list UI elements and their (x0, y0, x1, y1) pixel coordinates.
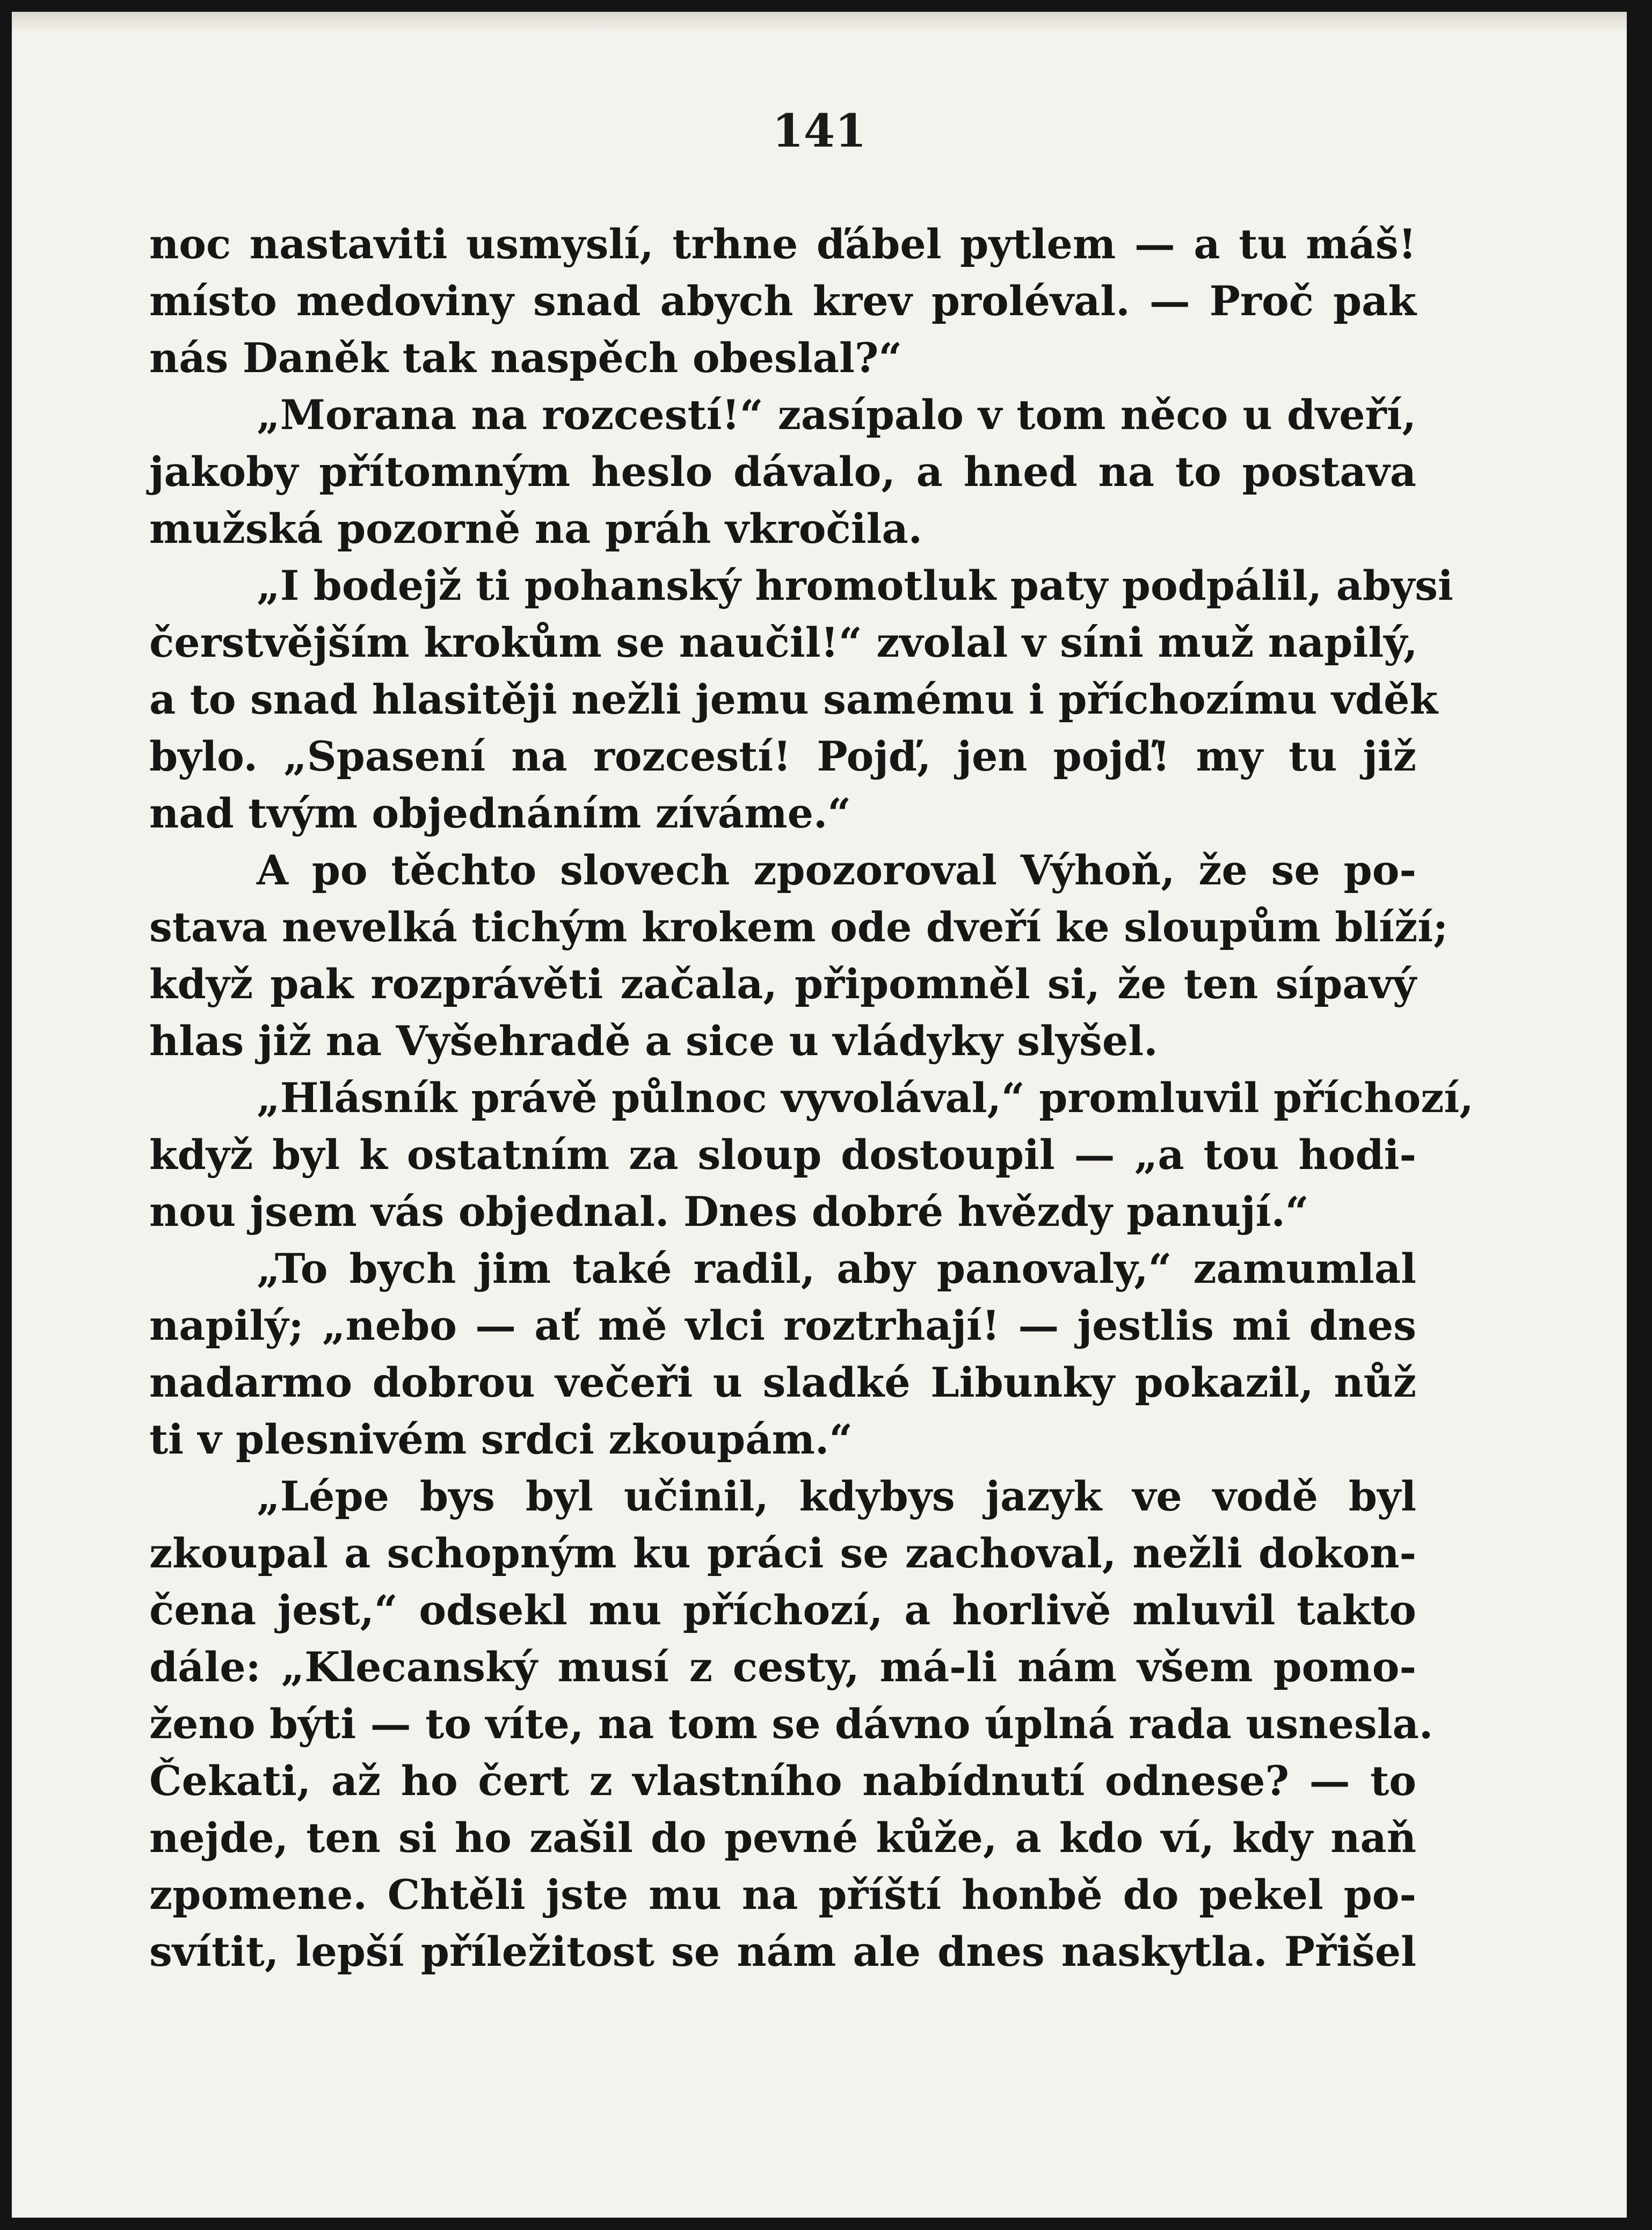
text-line: „Lépe bys byl učinil, kdybys jazyk ve vodě byl (257, 1472, 1416, 1520)
text-line: dále: „Klecanský musí z cesty, má-li nám všem pomo- (149, 1643, 1416, 1691)
text-line: a to snad hlasitěji nežli jemu samému i příchozímu vděk (149, 675, 1438, 723)
text-line: „I bodejž ti pohanský hromotluk paty podpálil, abysi (257, 562, 1453, 609)
text-line: Čekati, až ho čert z vlastního nabídnutí odnese? — to (149, 1757, 1416, 1805)
page-number: 141 (772, 104, 867, 157)
text-line: mužská pozorně na práh vkročila. (149, 505, 923, 553)
text-line: ženo býti — to víte, na tom se dávno úplná rada usnesla. (149, 1700, 1433, 1748)
body-text (149, 216, 1474, 1980)
text-line: nou jsem vás objednal. Dnes dobré hvězdy panují.“ (149, 1188, 1309, 1236)
text-line: když pak rozprávěti začala, připomněl si, že ten sípavý (149, 960, 1416, 1008)
text-line: „To bych jim také radil, aby panovaly,“ zamumlal (257, 1245, 1416, 1292)
text-line: nejde, ten si ho zašil do pevné kůže, a kdo ví, kdy naň (149, 1814, 1416, 1862)
text-line: stava nevelká tichým krokem ode dveří ke sloupům blíží; (149, 903, 1449, 951)
text-line: napilý; „nebo — ať mě vlci roztrhají! — jestlis mi dnes (149, 1302, 1416, 1349)
text-line: nadarmo dobrou večeři u sladké Libunky pokazil, nůž (149, 1359, 1416, 1406)
text-line: hlas již na Vyšehradě a sice u vládyky slyšel. (149, 1017, 1158, 1065)
text-line: ti v plesnivém srdci zkoupám.“ (149, 1415, 853, 1463)
text-line: čerstvějším krokům se naučil!“ zvolal v síni muž napilý, (149, 619, 1418, 666)
text-line: zpomene. Chtěli jste mu na příští honbě do pekel po- (149, 1871, 1416, 1919)
book-page (12, 12, 1627, 2218)
text-line: jakoby přítomným heslo dávalo, a hned na to postava (149, 448, 1416, 496)
text-line: A po těchto slovech zpozoroval Výhoň, že se po- (257, 846, 1416, 894)
text-line: nás Daněk tak naspěch obeslal?“ (149, 334, 903, 382)
text-line: noc nastaviti usmyslí, trhne ďábel pytlem — a tu máš! (149, 220, 1416, 268)
text-line: „Morana na rozcestí!“ zasípalo v tom něco u dveří, (257, 391, 1416, 439)
text-line: místo medoviny snad abych krev proléval. — Proč pak (149, 277, 1416, 325)
text-line: nad tvým objednáním zíváme.“ (149, 789, 852, 837)
text-line: „Hlásník právě půlnoc vyvolával,“ promluvil příchozí, (257, 1074, 1474, 1122)
text-line: čena jest,“ odsekl mu příchozí, a horlivě mluvil takto (149, 1586, 1416, 1634)
text-line: když byl k ostatním za sloup dostoupil — „a tou hodi- (149, 1131, 1416, 1179)
text-line: bylo. „Spasení na rozcestí! Pojď, jen pojď! my tu již (149, 732, 1416, 780)
text-line: zkoupal a schopným ku práci se zachoval, nežli dokon- (149, 1529, 1416, 1577)
page-top-edge (12, 12, 1627, 33)
text-line: svítit, lepší příležitost se nám ale dnes naskytla. Přišel (149, 1928, 1416, 1975)
